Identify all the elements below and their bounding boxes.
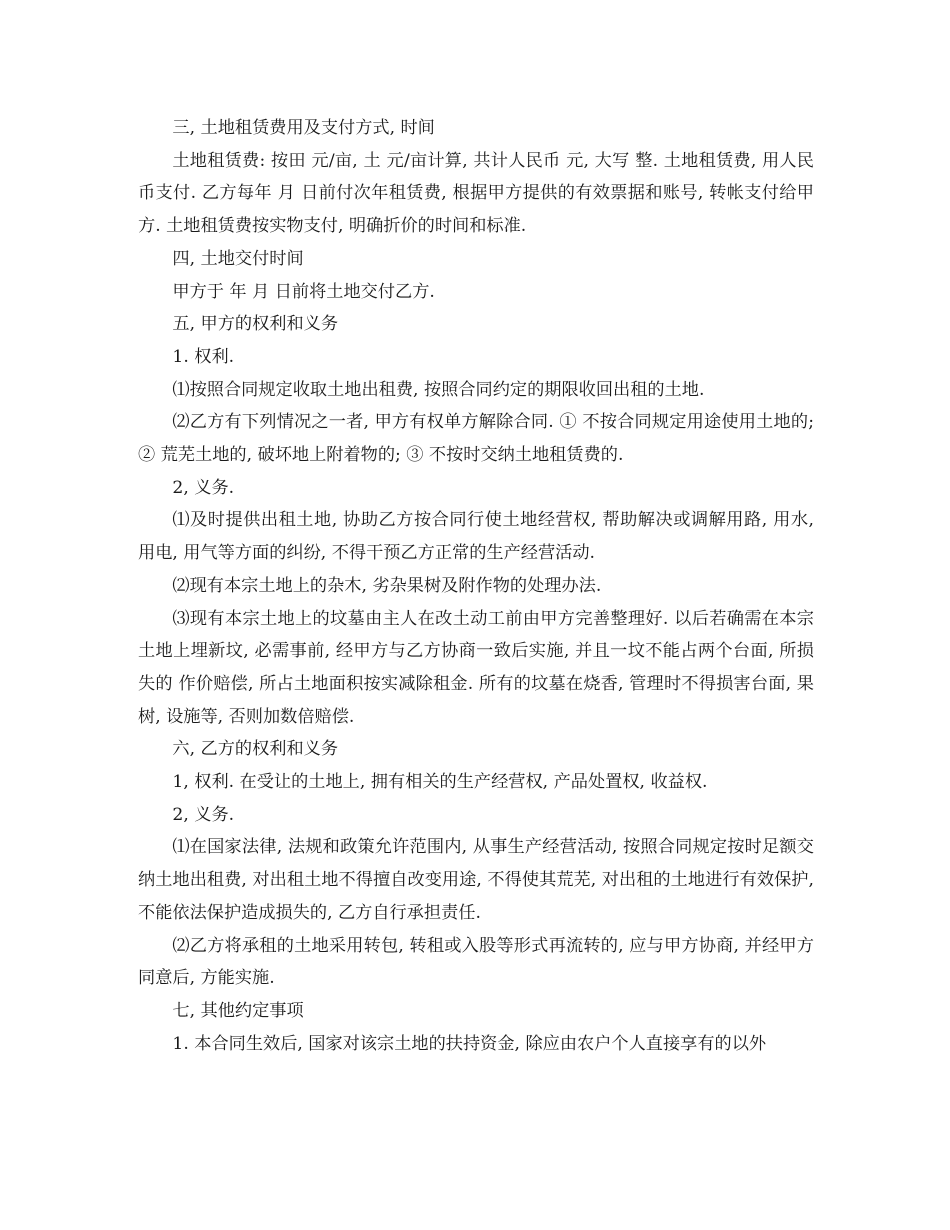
party-a-duty-3: ⑶现有本宗土地上的坟墓由主人在改土动工前由甲方完善整理好. 以后若确需在本宗土地上埋新坟, 必需事前, 经甲方与乙方协商一致后实施, 并且一坟不能占两个台面, 所损失的 作价赔偿, 所占土地面积按实减除租金. 所有的坟墓在烧香, 管理时不得损害台面, 果树, 设施等, 否则加数倍赔偿. (138, 608, 814, 727)
delivery-time-paragraph: 甲方于 年 月 日前将土地交付乙方. (172, 281, 435, 302)
document-body (138, 112, 814, 1060)
section-heading-4: 四, 土地交付时间 (172, 248, 304, 269)
party-b-rights: 1, 权利. 在受让的土地上, 拥有相关的生产经营权, 产品处置权, 收益权. (172, 772, 708, 793)
party-a-duties-heading: 2, 义务. (172, 477, 235, 498)
party-a-right-1: ⑴按照合同规定收取土地出租费, 按照合同约定的期限收回出租的土地. (172, 379, 705, 400)
section-heading-7: 七, 其他约定事项 (172, 1000, 304, 1021)
party-b-duty-1: ⑴在国家法律, 法规和政策允许范围内, 从事生产经营活动, 按照合同规定按时足额交纳土地出租费, 对出租土地不得擅自改变用途, 不得使其荒芜, 对出租的土地进行有效保护, 不能依法保护造成损失的, 乙方自行承担责任. (138, 837, 814, 923)
party-a-rights-heading: 1. 权利. (172, 346, 235, 367)
party-b-duty-2: ⑵乙方将承租的土地采用转包, 转租或入股等形式再流转的, 应与甲方协商, 并经甲方同意后, 方能实施. (138, 935, 814, 989)
section-heading-3: 三, 土地租赁费用及支付方式, 时间 (172, 118, 435, 138)
rent-fee-paragraph: 土地租赁费: 按田 元/亩, 土 元/亩计算, 共计人民币 元, 大写 整. 土地租赁费, 用人民币支付. 乙方每年 月 日前付次年租赁费, 根据甲方提供的有效票据和账号, 转帐支付给甲方. 土地租赁费按实物支付, 明确折价的时间和标准. (138, 150, 814, 237)
party-b-duties-heading: 2, 义务. (172, 804, 235, 825)
section-heading-6: 六, 乙方的权利和义务 (172, 739, 339, 760)
section-heading-5: 五, 甲方的权利和义务 (172, 314, 339, 335)
party-a-duty-2: ⑵现有本宗土地上的杂木, 劣杂果树及附作物的处理办法. (172, 575, 602, 596)
party-a-right-2: ⑵乙方有下列情况之一者, 甲方有权单方解除合同. ① 不按合同规定用途使用土地的; ② 荒芜土地的, 破坏地上附着物的; ③ 不按时交纳土地租赁费的. (138, 412, 814, 466)
party-a-duty-1: ⑴及时提供出租土地, 协助乙方按合同行使土地经营权, 帮助解决或调解用路, 用水, 用电, 用气等方面的纠纷, 不得干预乙方正常的生产经营活动. (138, 510, 814, 564)
other-matters-item-1: 1. 本合同生效后, 国家对该宗土地的扶持资金, 除应由农户个人直接享有的以外 (172, 1033, 767, 1054)
